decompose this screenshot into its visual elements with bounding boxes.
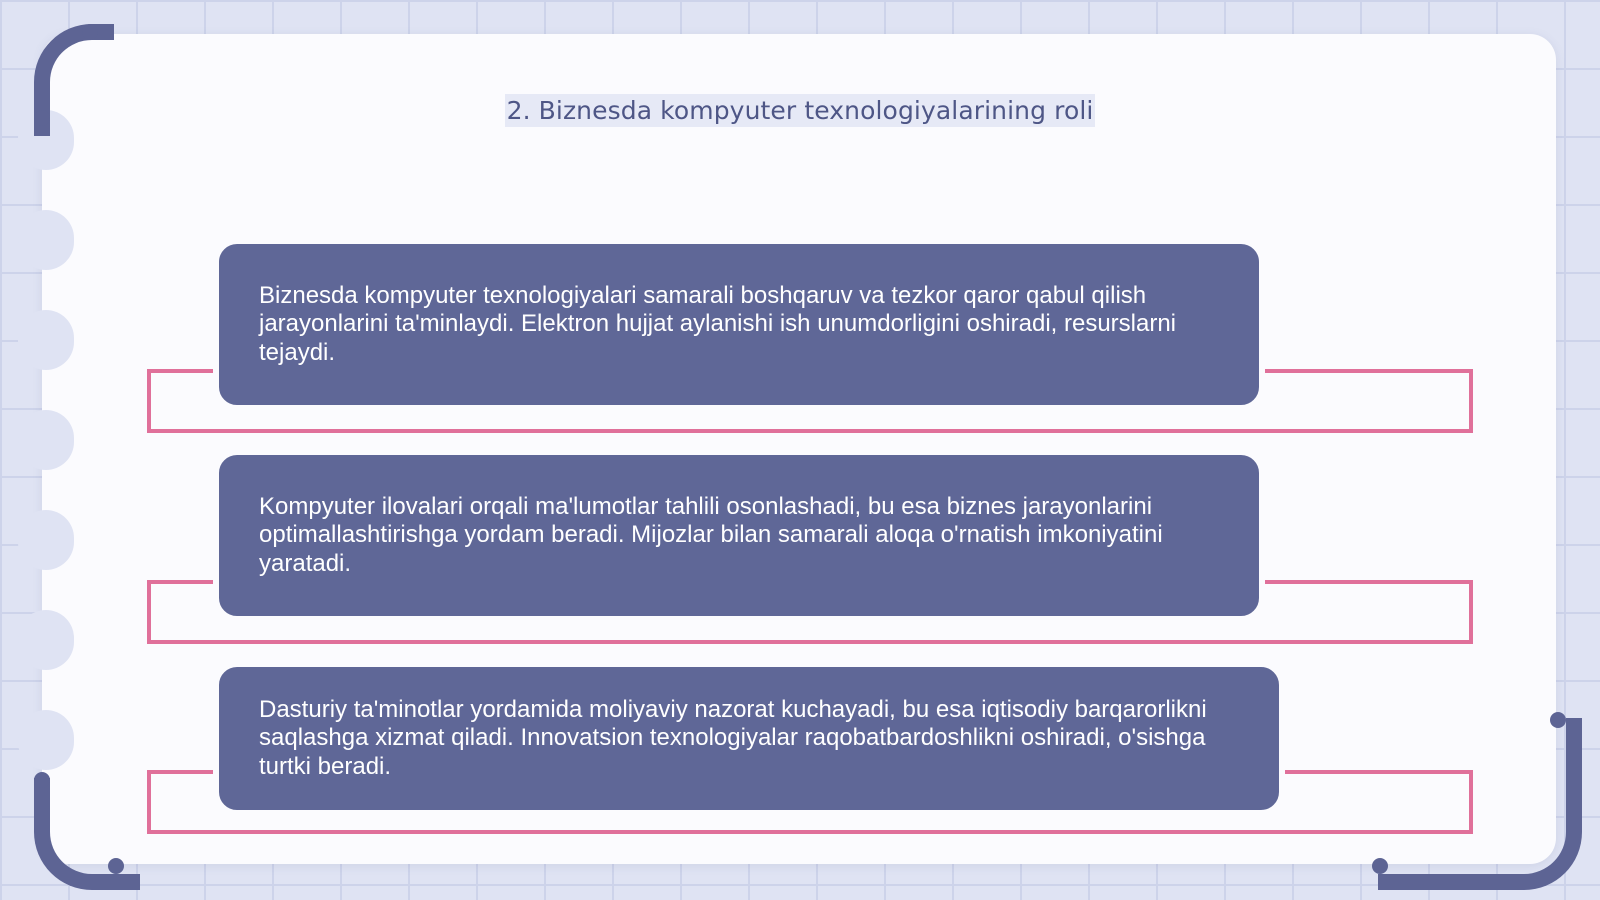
slide-title-text: 2. Biznesda kompyuter texnologiyalarining roli bbox=[506, 96, 1094, 125]
paper-notch bbox=[18, 510, 74, 570]
bracket-end-cap bbox=[34, 772, 50, 788]
paper-notch bbox=[18, 710, 74, 770]
paper-notch bbox=[18, 610, 74, 670]
corner-bracket-bottom-left bbox=[34, 778, 140, 890]
paper-notch bbox=[18, 410, 74, 470]
info-card-text: Biznesda kompyuter texnologiyalari samarali boshqaruv va tezkor qaror qabul qilish jarayonlarini ta'minlaydi. Elektron hujjat aylanishi ish unumdorligini oshiradi, resurslarni tejaydi. bbox=[259, 281, 1177, 366]
bracket-end-cap bbox=[1550, 712, 1566, 728]
info-card-1 bbox=[213, 238, 1265, 411]
paper-notch bbox=[18, 210, 74, 270]
paper-notch bbox=[18, 310, 74, 370]
info-card-2 bbox=[213, 449, 1265, 622]
info-card-text: Kompyuter ilovalari orqali ma'lumotlar tahlili osonlashadi, bu esa biznes jarayonlarini optimallashtirishga yordam beradi. Mijozlar bilan samarali aloqa o'rnatish imkoniyatini yaratadi. bbox=[259, 492, 1163, 577]
bracket-end-cap bbox=[108, 858, 124, 874]
bracket-end-cap bbox=[82, 24, 98, 40]
info-card-3 bbox=[213, 661, 1285, 816]
bracket-end-cap bbox=[1372, 858, 1388, 874]
info-card-text: Dasturiy ta'minotlar yordamida moliyaviy nazorat kuchayadi, bu esa iqtisodiy barqarorlikni saqlashga xizmat qiladi. Innovatsion texnologiyalar raqobatbardoshlikni oshiradi, o'sishga turtki beradi. bbox=[259, 695, 1207, 780]
slide-title bbox=[0, 96, 1600, 125]
